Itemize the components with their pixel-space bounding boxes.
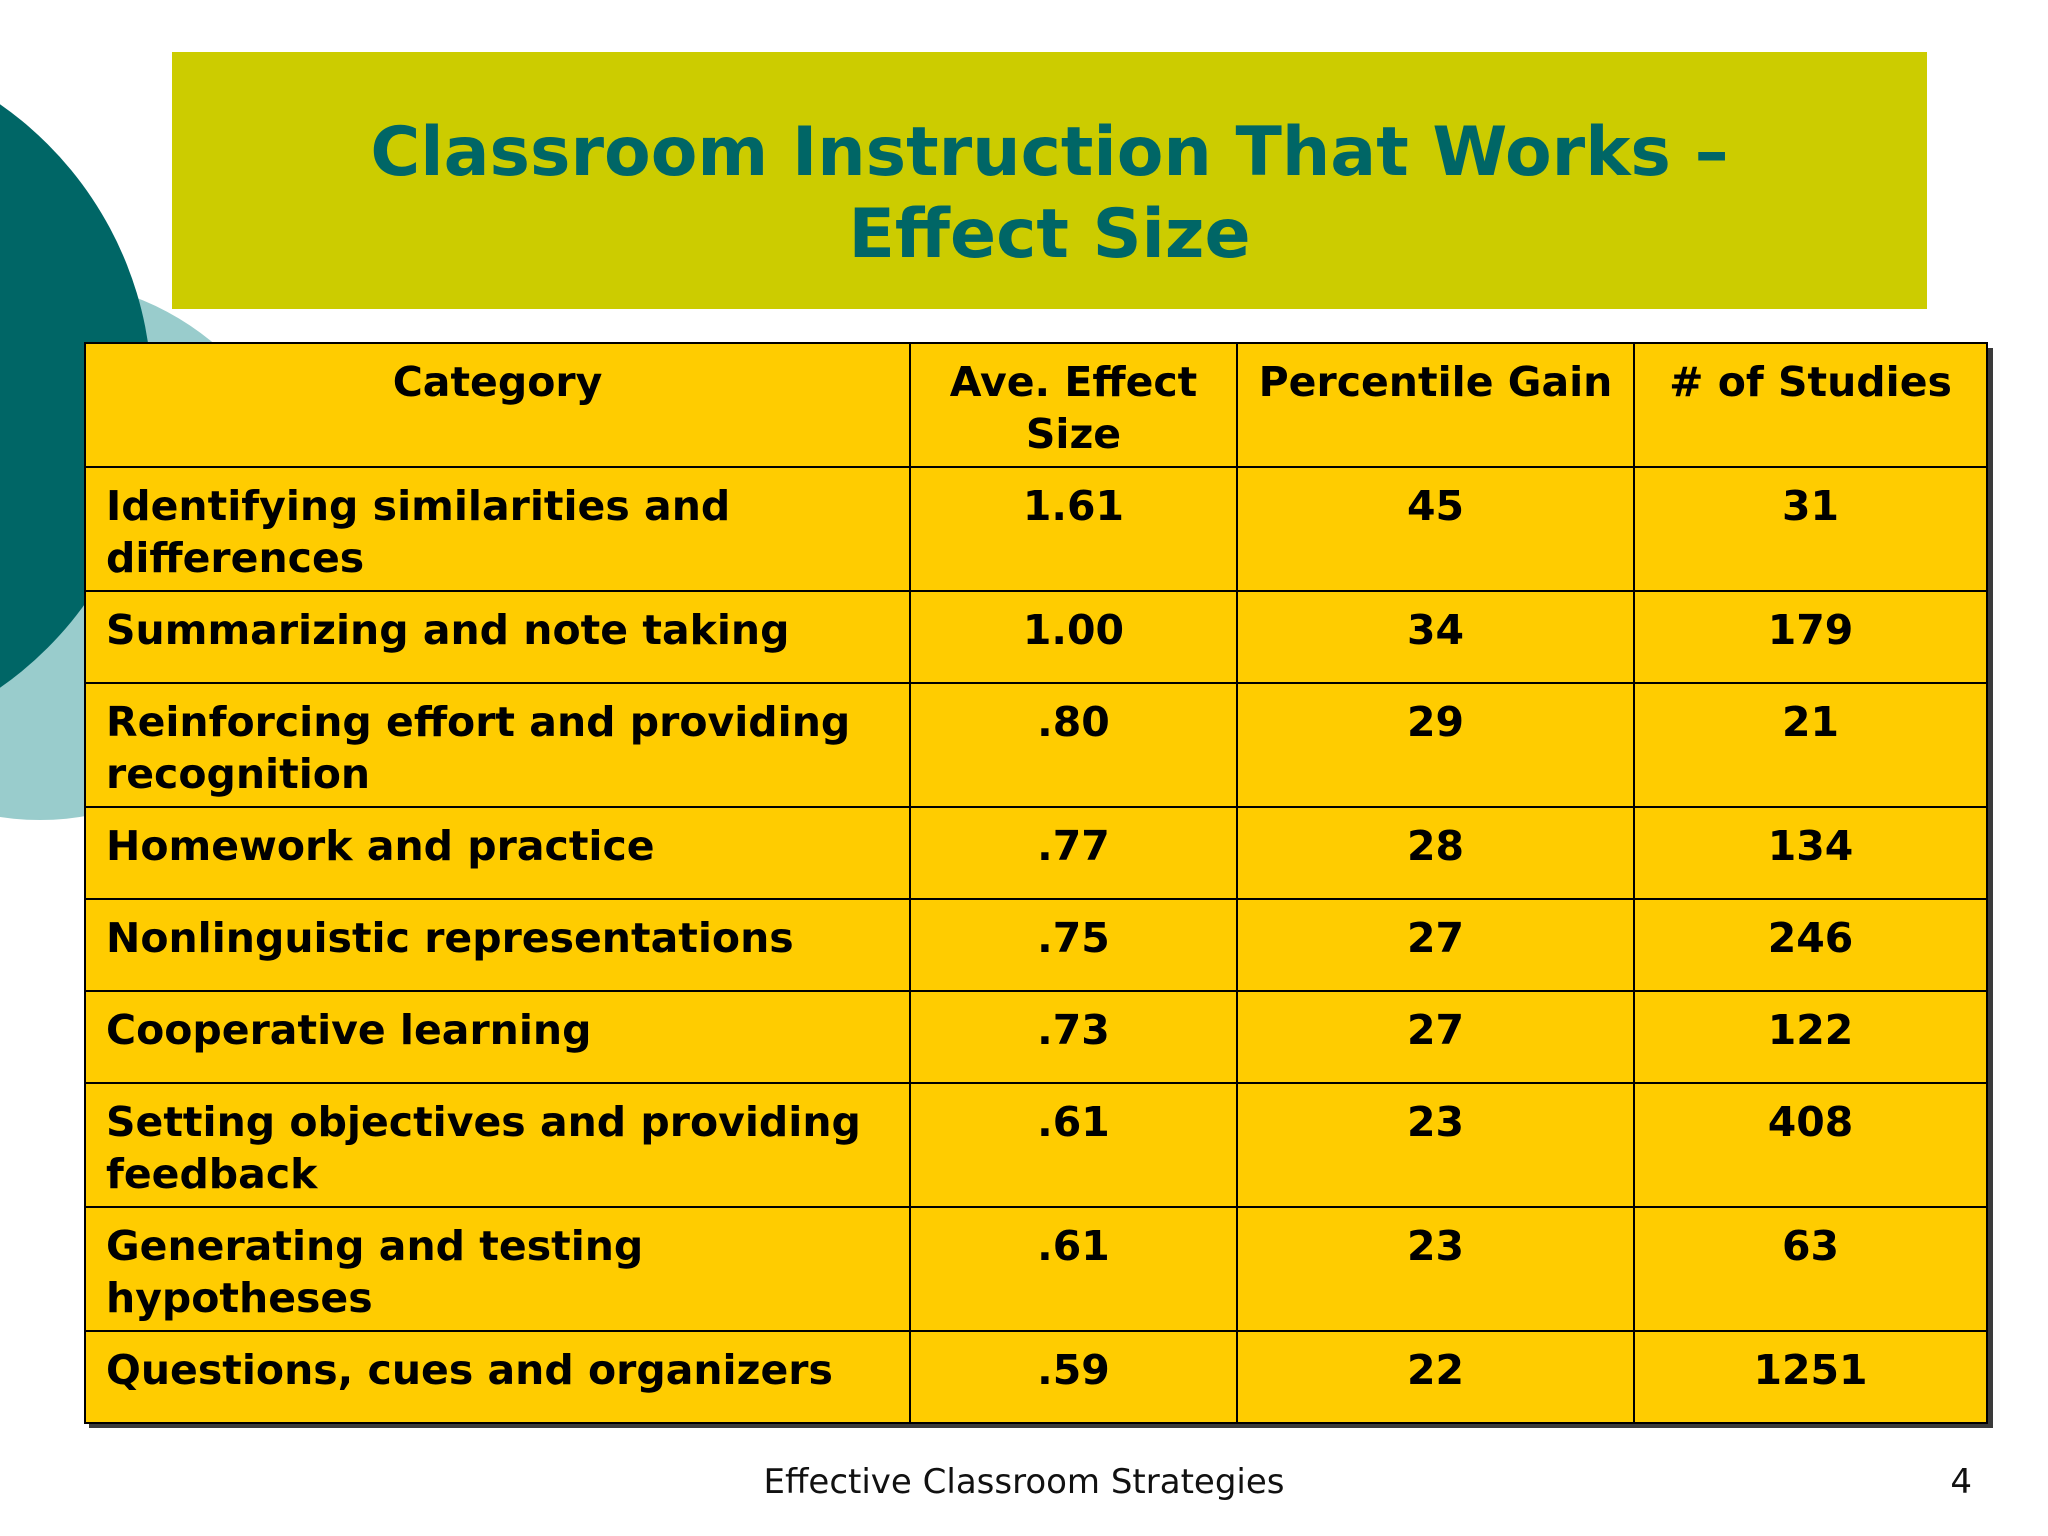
num-studies-cell: 122 [1634,991,1987,1083]
effect-size-table-container [84,342,1988,1422]
table-row [85,467,1987,591]
effect-size-cell: .61 [910,1083,1237,1207]
header-num-studies: # of Studies [1634,343,1987,467]
category-cell: Generating and testing hypotheses [85,1207,910,1331]
header-category: Category [85,343,910,467]
category-cell: Summarizing and note taking [85,591,910,683]
table-row [85,591,1987,683]
table-row [85,899,1987,991]
slide-title-line-1: Classroom Instruction That Works – [370,112,1729,192]
num-studies-cell: 179 [1634,591,1987,683]
num-studies-cell: 1251 [1634,1331,1987,1423]
percentile-gain-cell: 45 [1237,467,1634,591]
slide-footer: Effective Classroom Strategies [763,1462,1285,1502]
table-row [85,1207,1987,1331]
num-studies-cell: 21 [1634,683,1987,807]
percentile-gain-cell: 27 [1237,899,1634,991]
title-banner [172,52,1927,309]
percentile-gain-cell: 34 [1237,591,1634,683]
effect-size-cell: 1.61 [910,467,1237,591]
effect-size-cell: .75 [910,899,1237,991]
num-studies-cell: 134 [1634,807,1987,899]
page-number: 4 [1950,1462,1972,1502]
num-studies-cell: 31 [1634,467,1987,591]
table-row [85,683,1987,807]
effect-size-cell: .61 [910,1207,1237,1331]
effect-size-table [84,342,1988,1424]
category-cell: Setting objectives and providing feedback [85,1083,910,1207]
effect-size-cell: .77 [910,807,1237,899]
category-cell: Reinforcing effort and providing recognition [85,683,910,807]
percentile-gain-cell: 28 [1237,807,1634,899]
table-row [85,991,1987,1083]
percentile-gain-cell: 22 [1237,1331,1634,1423]
effect-size-cell: 1.00 [910,591,1237,683]
category-cell: Cooperative learning [85,991,910,1083]
slide-title-line-2: Effect Size [848,194,1251,274]
category-cell: Homework and practice [85,807,910,899]
category-cell: Questions, cues and organizers [85,1331,910,1423]
percentile-gain-cell: 29 [1237,683,1634,807]
num-studies-cell: 408 [1634,1083,1987,1207]
effect-size-cell: .80 [910,683,1237,807]
table-row [85,1331,1987,1423]
percentile-gain-cell: 23 [1237,1207,1634,1331]
table-row [85,807,1987,899]
header-effect-size: Ave. Effect Size [910,343,1237,467]
table-header-row [85,343,1987,467]
header-percentile-gain: Percentile Gain [1237,343,1634,467]
num-studies-cell: 246 [1634,899,1987,991]
percentile-gain-cell: 23 [1237,1083,1634,1207]
percentile-gain-cell: 27 [1237,991,1634,1083]
effect-size-cell: .59 [910,1331,1237,1423]
effect-size-cell: .73 [910,991,1237,1083]
slide-title [370,112,1728,276]
category-cell: Identifying similarities and differences [85,467,910,591]
num-studies-cell: 63 [1634,1207,1987,1331]
table-row [85,1083,1987,1207]
category-cell: Nonlinguistic representations [85,899,910,991]
